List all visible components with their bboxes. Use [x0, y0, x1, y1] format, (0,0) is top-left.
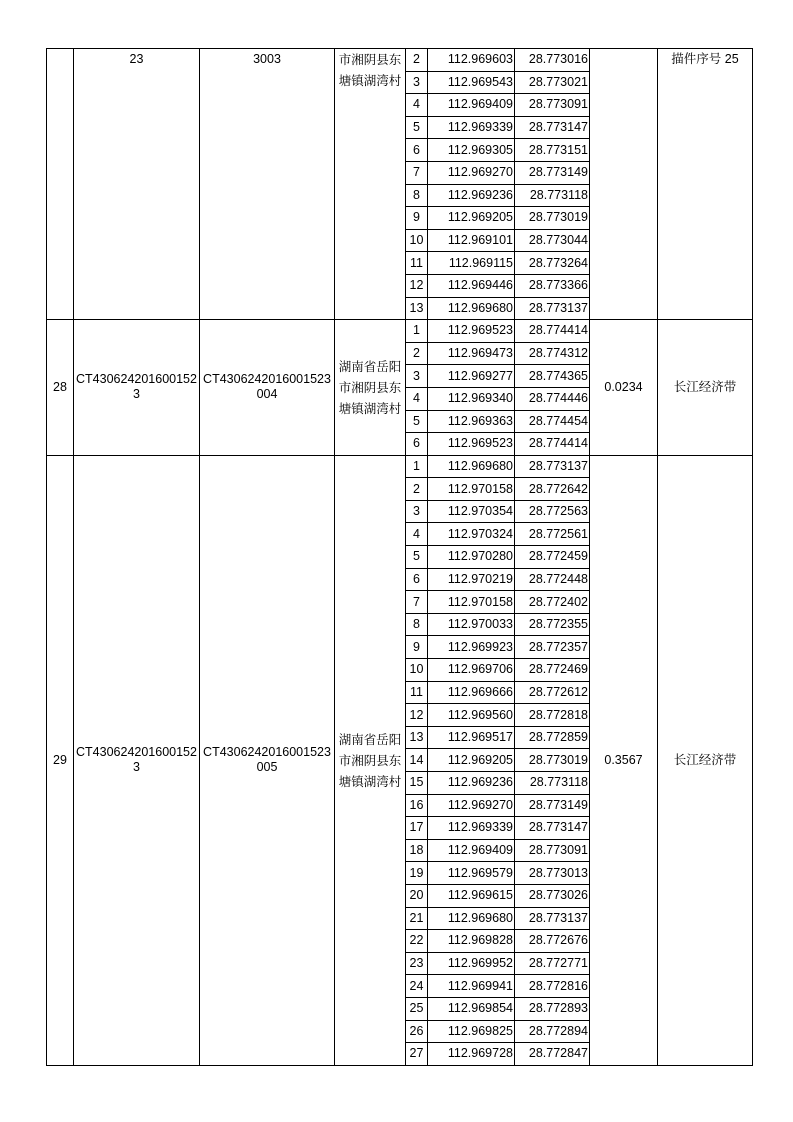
point-index: 3	[406, 500, 428, 523]
point-index: 11	[406, 681, 428, 704]
latitude: 28.773149	[515, 161, 590, 184]
record-seq	[47, 49, 74, 320]
point-index: 6	[406, 433, 428, 456]
table-row	[47, 455, 753, 478]
point-index: 23	[406, 952, 428, 975]
point-index: 6	[406, 139, 428, 162]
latitude: 28.774414	[515, 433, 590, 456]
latitude: 28.773366	[515, 274, 590, 297]
field-code: 23	[74, 49, 200, 320]
longitude: 112.970280	[428, 546, 515, 569]
latitude: 28.772893	[515, 997, 590, 1020]
longitude: 112.969205	[428, 207, 515, 230]
area	[590, 49, 658, 320]
point-index: 1	[406, 455, 428, 478]
latitude: 28.772818	[515, 704, 590, 727]
longitude: 112.969340	[428, 387, 515, 410]
longitude: 112.969666	[428, 681, 515, 704]
latitude: 28.772563	[515, 500, 590, 523]
point-index: 12	[406, 274, 428, 297]
latitude: 28.773264	[515, 252, 590, 275]
latitude: 28.772402	[515, 591, 590, 614]
point-index: 4	[406, 523, 428, 546]
point-index: 2	[406, 478, 428, 501]
longitude: 112.969270	[428, 794, 515, 817]
latitude: 28.774365	[515, 365, 590, 388]
longitude: 112.969952	[428, 952, 515, 975]
latitude: 28.773091	[515, 839, 590, 862]
parcel-code: CT4306242016001523004	[200, 320, 335, 456]
longitude: 112.969339	[428, 817, 515, 840]
point-index: 16	[406, 794, 428, 817]
point-index: 7	[406, 591, 428, 614]
longitude: 112.969305	[428, 139, 515, 162]
latitude: 28.772816	[515, 975, 590, 998]
location: 湖南省岳阳市湘阴县东塘镇湖湾村	[335, 455, 406, 1065]
longitude: 112.969941	[428, 975, 515, 998]
longitude: 112.969706	[428, 659, 515, 682]
point-index: 15	[406, 772, 428, 795]
longitude: 112.969115	[428, 252, 515, 275]
longitude: 112.969680	[428, 455, 515, 478]
longitude: 112.969680	[428, 907, 515, 930]
area: 0.3567	[590, 455, 658, 1065]
point-index: 26	[406, 1020, 428, 1043]
latitude: 28.773019	[515, 207, 590, 230]
longitude: 112.969205	[428, 749, 515, 772]
latitude: 28.772642	[515, 478, 590, 501]
point-index: 13	[406, 297, 428, 320]
point-index: 27	[406, 1043, 428, 1066]
latitude: 28.774312	[515, 342, 590, 365]
longitude: 112.969854	[428, 997, 515, 1020]
point-index: 9	[406, 636, 428, 659]
longitude: 112.969603	[428, 49, 515, 72]
longitude: 112.970324	[428, 523, 515, 546]
point-index: 14	[406, 749, 428, 772]
latitude: 28.773149	[515, 794, 590, 817]
table-body	[47, 49, 753, 1066]
longitude: 112.969615	[428, 884, 515, 907]
point-index: 11	[406, 252, 428, 275]
location: 湖南省岳阳市湘阴县东塘镇湖湾村	[335, 320, 406, 456]
latitude: 28.773147	[515, 116, 590, 139]
latitude: 28.773021	[515, 71, 590, 94]
point-index: 24	[406, 975, 428, 998]
note: 长江经济带	[658, 455, 753, 1065]
table-row	[47, 49, 753, 72]
latitude: 28.773118	[515, 184, 590, 207]
point-index: 9	[406, 207, 428, 230]
latitude: 28.773026	[515, 884, 590, 907]
latitude: 28.772448	[515, 568, 590, 591]
point-index: 18	[406, 839, 428, 862]
longitude: 112.969409	[428, 839, 515, 862]
point-index: 8	[406, 184, 428, 207]
record-seq: 29	[47, 455, 74, 1065]
point-index: 2	[406, 342, 428, 365]
latitude: 28.773013	[515, 862, 590, 885]
latitude: 28.774414	[515, 320, 590, 343]
longitude: 112.969363	[428, 410, 515, 433]
point-index: 5	[406, 546, 428, 569]
longitude: 112.969680	[428, 297, 515, 320]
point-index: 5	[406, 116, 428, 139]
longitude: 112.970219	[428, 568, 515, 591]
point-index: 19	[406, 862, 428, 885]
latitude: 28.773137	[515, 907, 590, 930]
note: 长江经济带	[658, 320, 753, 456]
field-code: CT4306242016001523	[74, 320, 200, 456]
point-index: 1	[406, 320, 428, 343]
parcel-coordinate-table	[46, 48, 753, 1066]
longitude: 112.969543	[428, 71, 515, 94]
point-index: 13	[406, 726, 428, 749]
latitude: 28.772859	[515, 726, 590, 749]
longitude: 112.969523	[428, 320, 515, 343]
latitude: 28.773016	[515, 49, 590, 72]
longitude: 112.969473	[428, 342, 515, 365]
point-index: 17	[406, 817, 428, 840]
latitude: 28.773044	[515, 229, 590, 252]
latitude: 28.772894	[515, 1020, 590, 1043]
longitude: 112.969270	[428, 161, 515, 184]
longitude: 112.969101	[428, 229, 515, 252]
point-index: 20	[406, 884, 428, 907]
latitude: 28.772469	[515, 659, 590, 682]
latitude: 28.772459	[515, 546, 590, 569]
point-index: 4	[406, 94, 428, 117]
longitude: 112.969560	[428, 704, 515, 727]
point-index: 7	[406, 161, 428, 184]
latitude: 28.772612	[515, 681, 590, 704]
latitude: 28.773137	[515, 297, 590, 320]
point-index: 8	[406, 613, 428, 636]
longitude: 112.969339	[428, 116, 515, 139]
longitude: 112.970158	[428, 591, 515, 614]
longitude: 112.969236	[428, 772, 515, 795]
latitude: 28.773118	[515, 772, 590, 795]
longitude: 112.970033	[428, 613, 515, 636]
longitude: 112.969825	[428, 1020, 515, 1043]
latitude: 28.773147	[515, 817, 590, 840]
latitude: 28.773151	[515, 139, 590, 162]
point-index: 25	[406, 997, 428, 1020]
point-index: 10	[406, 229, 428, 252]
latitude: 28.772771	[515, 952, 590, 975]
latitude: 28.772561	[515, 523, 590, 546]
point-index: 4	[406, 387, 428, 410]
latitude: 28.774446	[515, 387, 590, 410]
parcel-code: CT4306242016001523005	[200, 455, 335, 1065]
longitude: 112.969409	[428, 94, 515, 117]
latitude: 28.773019	[515, 749, 590, 772]
latitude: 28.772676	[515, 930, 590, 953]
point-index: 21	[406, 907, 428, 930]
longitude: 112.970354	[428, 500, 515, 523]
point-index: 3	[406, 71, 428, 94]
longitude: 112.969828	[428, 930, 515, 953]
latitude: 28.773091	[515, 94, 590, 117]
point-index: 2	[406, 49, 428, 72]
longitude: 112.969728	[428, 1043, 515, 1066]
longitude: 112.969446	[428, 274, 515, 297]
latitude: 28.772357	[515, 636, 590, 659]
latitude: 28.772355	[515, 613, 590, 636]
field-code: CT4306242016001523	[74, 455, 200, 1065]
point-index: 6	[406, 568, 428, 591]
record-seq: 28	[47, 320, 74, 456]
table-row	[47, 320, 753, 343]
point-index: 22	[406, 930, 428, 953]
point-index: 12	[406, 704, 428, 727]
longitude: 112.969236	[428, 184, 515, 207]
longitude: 112.969923	[428, 636, 515, 659]
note: 描件序号 25	[658, 49, 753, 320]
longitude: 112.969523	[428, 433, 515, 456]
point-index: 5	[406, 410, 428, 433]
point-index: 10	[406, 659, 428, 682]
parcel-code: 3003	[200, 49, 335, 320]
latitude: 28.773137	[515, 455, 590, 478]
point-index: 3	[406, 365, 428, 388]
area: 0.0234	[590, 320, 658, 456]
longitude: 112.969517	[428, 726, 515, 749]
longitude: 112.969277	[428, 365, 515, 388]
longitude: 112.969579	[428, 862, 515, 885]
latitude: 28.772847	[515, 1043, 590, 1066]
longitude: 112.970158	[428, 478, 515, 501]
latitude: 28.774454	[515, 410, 590, 433]
location: 市湘阴县东塘镇湖湾村	[335, 49, 406, 320]
